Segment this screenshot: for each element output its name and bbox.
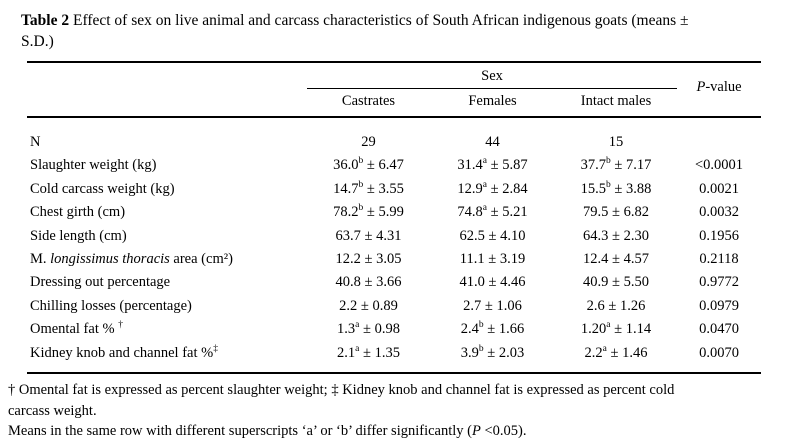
table-row-kidney-fat	[27, 342, 761, 373]
value-cell: 2.6 ± 1.26	[586, 297, 646, 314]
value-cell: 2.7 ± 1.06	[463, 297, 522, 314]
pvalue-italic-p: P	[696, 78, 706, 95]
table-row-chilling-losses	[27, 295, 761, 318]
value-cell: 12.2 ± 3.05	[335, 251, 402, 268]
pvalue-cell: 0.0070	[699, 344, 739, 361]
table-caption-number: Table 2	[21, 12, 70, 29]
value-cell: 37.7$^b$ ± 7.17	[580, 156, 652, 174]
value-cell: 3.9$^b$ ± 2.03	[460, 343, 525, 361]
column-header-pvalue	[677, 62, 761, 117]
footnote-italic-p: P	[472, 423, 481, 440]
value-cell: 78.2$^b$ ± 5.99	[333, 203, 404, 221]
table-row-chest-girth	[27, 201, 761, 224]
column-header-females: Females	[468, 93, 517, 109]
value-cell: 29	[361, 134, 376, 150]
table-row-n	[27, 117, 761, 154]
pvalue-cell: 0.1956	[699, 227, 739, 244]
pvalue-cell: 0.0470	[699, 321, 739, 338]
table-row-omental-fat	[27, 318, 761, 341]
row-label: Cold carcass weight (kg)	[30, 180, 175, 197]
column-header-intact-males: Intact males	[580, 93, 652, 109]
value-cell: 41.0 ± 4.46	[459, 274, 526, 291]
value-cell: 1.20$^a$ ± 1.14	[580, 320, 652, 338]
results-table	[27, 61, 761, 374]
row-label: Slaughter weight (kg)	[30, 157, 157, 174]
value-cell: 15.5$^b$ ± 3.88	[580, 179, 652, 197]
table-caption	[21, 10, 775, 52]
dagger-superscript: †	[118, 320, 123, 331]
header-spacer	[27, 89, 307, 118]
value-cell: 2.2$^a$ ± 1.46	[584, 343, 648, 361]
pvalue-cell	[677, 117, 761, 154]
footnote-significance-end: <0.05).	[480, 423, 527, 440]
footnote-daggers: † Omental fat is expressed as percent slaughter weight; ‡ Kidney knob and channel fat is expressed as percent cold	[8, 382, 675, 399]
pvalue-cell: 0.0021	[699, 180, 739, 197]
column-header-row	[27, 89, 761, 118]
row-label: Dressing out percentage	[30, 274, 171, 291]
table-caption-text-line2: S.D.)	[21, 33, 54, 50]
row-label: Omental fat % †	[30, 320, 123, 338]
group-header-sex: Sex	[307, 62, 677, 89]
value-cell: 40.8 ± 3.66	[335, 274, 402, 291]
value-cell: 1.3$^a$ ± 0.98	[337, 320, 400, 338]
pvalue-cell: 0.2118	[699, 251, 739, 268]
value-cell: 44	[485, 134, 500, 150]
pvalue-rest: -value	[705, 78, 742, 95]
value-cell: 12.4 ± 4.57	[583, 251, 649, 268]
row-label: N	[30, 134, 41, 150]
value-cell: 2.1$^a$ ± 1.35	[337, 343, 400, 361]
group-header-row	[27, 62, 761, 89]
value-cell: 40.9 ± 5.50	[583, 274, 649, 291]
header-spacer	[27, 62, 307, 89]
table-row-dressing-out	[27, 271, 761, 294]
row-label: Side length (cm)	[30, 227, 127, 244]
pvalue-cell: <0.0001	[694, 157, 744, 174]
table-caption-text: Effect of sex on live animal and carcass characteristics of South African indigenous goats (means ±	[69, 12, 689, 29]
value-cell: 2.2 ± 0.89	[339, 297, 398, 314]
value-cell: 2.4$^b$ ± 1.66	[460, 320, 525, 338]
table-row-side-length	[27, 225, 761, 248]
value-cell: 79.5 ± 6.82	[583, 204, 649, 221]
double-dagger-superscript: ‡	[213, 343, 218, 354]
value-cell: 62.5 ± 4.10	[459, 227, 526, 244]
value-cell: 63.7 ± 4.31	[335, 227, 402, 244]
value-cell: 74.8$^a$ ± 5.21	[457, 203, 528, 221]
footnote-daggers-line2: carcass weight.	[8, 402, 97, 419]
table-row-cold-carcass-weight	[27, 178, 761, 201]
value-cell: 12.9$^a$ ± 2.84	[457, 179, 528, 197]
row-label: Chest girth (cm)	[30, 204, 126, 221]
table-row-longissimus-area	[27, 248, 761, 271]
table-header	[27, 62, 761, 117]
row-label: Kidney knob and channel fat %‡	[30, 343, 218, 361]
table-body	[27, 117, 761, 373]
row-label: Chilling losses (percentage)	[30, 297, 192, 314]
value-cell: 31.4$^a$ ± 5.87	[457, 156, 528, 174]
value-cell: 15	[608, 134, 624, 150]
value-cell: 64.3 ± 2.30	[583, 227, 649, 244]
table-footnotes	[8, 380, 773, 442]
pvalue-cell: 0.0979	[699, 297, 739, 314]
value-cell: 11.1 ± 3.19	[459, 251, 526, 268]
footnote-significance: Means in the same row with different superscripts ‘a’ or ‘b’ differ significantly (	[8, 423, 472, 440]
row-label: M. longissimus thoracis area (cm²)	[30, 251, 233, 268]
pvalue-cell: 0.0032	[699, 204, 739, 221]
column-header-castrates: Castrates	[341, 93, 396, 109]
value-cell: 14.7$^b$ ± 3.55	[333, 179, 404, 197]
pvalue-cell: 0.9772	[699, 274, 739, 291]
table-row-slaughter-weight	[27, 154, 761, 177]
value-cell: 36.0$^b$ ± 6.47	[333, 156, 404, 174]
